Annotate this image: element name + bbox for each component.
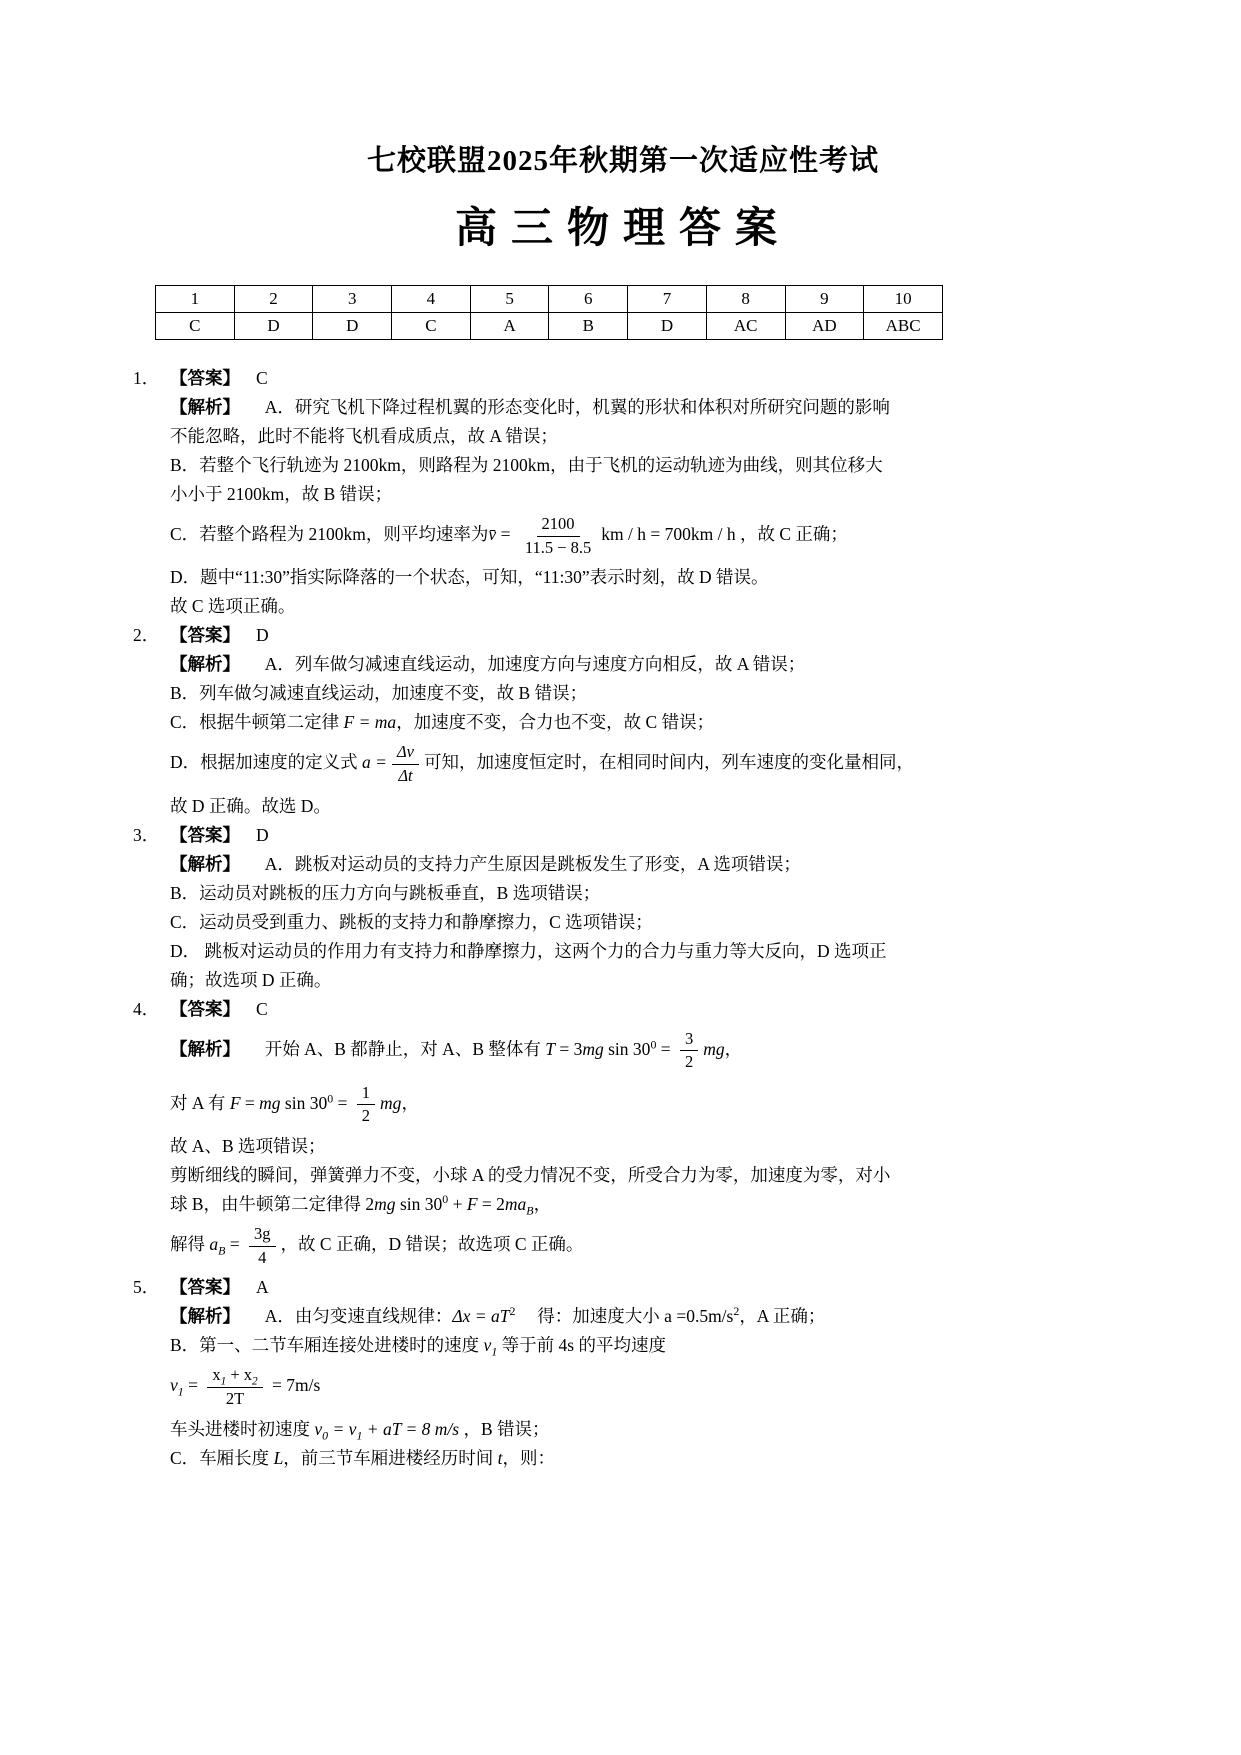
subscript: B (218, 1243, 226, 1258)
text-segment: 等于前 4s 的平均速度 (497, 1335, 666, 1356)
analysis-line (170, 1360, 1113, 1414)
superscript: 0 (442, 1192, 449, 1207)
text-segment: = (496, 524, 515, 545)
text-segment: D．题中“11:30”指实际降落的一个状态，可知，“11:30”表示时刻，故 D 错误。 (170, 567, 769, 588)
fraction-numerator (249, 1224, 276, 1247)
math-segment: + aT = 8 m/s (362, 1418, 460, 1439)
question-number-cell: 10 (864, 286, 943, 313)
text-segment: sin 30 (603, 1038, 651, 1059)
math-segment: F (229, 1092, 241, 1113)
answer-table (155, 285, 943, 340)
fraction (392, 742, 419, 786)
text-segment: ， (724, 1038, 743, 1059)
subscript: 1 (220, 1375, 227, 1388)
page-title: 七校联盟2025年秋期第一次适应性考试 (366, 145, 879, 177)
superscript: 2 (733, 1304, 740, 1319)
text-segment: B．若整个飞行轨迹为 2100km，则路程为 2100km，由于飞机的运动轨迹为曲线，则其位移大 (170, 455, 883, 475)
math-segment: L (273, 1447, 284, 1468)
math-segment: T (545, 1038, 555, 1059)
text-segment: 故 A、B 选项错误； (170, 1136, 326, 1156)
question-answer-row (133, 1273, 1113, 1302)
text-segment: 小小于 2100km，故 B 错误； (170, 484, 393, 504)
text-segment: B．列车做匀减速直线运动，加速度不变，故 B 错误； (170, 683, 588, 704)
analysis-line (170, 1444, 1113, 1473)
math-segment: mg (259, 1092, 281, 1113)
text-segment: 得：加速度大小 a =0.5m/s (515, 1306, 734, 1327)
math-segment: v (314, 1418, 323, 1439)
text-segment: 球 B，由牛顿第二定律得 2 (170, 1194, 375, 1214)
analysis-line (170, 422, 1113, 451)
text-segment: B．第一、二节车厢连接处进楼时的速度 (170, 1335, 484, 1356)
answer-label: 【答案】 (170, 998, 240, 1019)
question-answer-row (133, 821, 1113, 850)
text-segment: 故 C 选项正确。 (170, 596, 296, 617)
answer-cell: C (156, 313, 235, 340)
analysis-line (170, 966, 1113, 995)
fraction-denominator (357, 1105, 375, 1127)
answer-value: D (256, 625, 269, 646)
analysis-label: 【解析】 (170, 1038, 232, 1059)
math-segment: Δt (398, 765, 413, 785)
fraction-denominator (253, 1247, 271, 1269)
superscript: 0 (327, 1091, 334, 1106)
fraction-numerator (207, 1365, 262, 1388)
analysis-label: 【解析】 (170, 853, 232, 874)
answer-table-body (156, 286, 943, 340)
answer-cell: D (628, 313, 707, 340)
text-segment: + (448, 1194, 467, 1214)
analysis-line (170, 563, 1113, 592)
table-row-answers (156, 313, 943, 340)
math-segment: a (209, 1234, 219, 1255)
math-segment: F = ma (343, 712, 397, 733)
question-block (133, 995, 1113, 1274)
text-segment: C．若整个路程为 2100km，则平均速率为 (170, 524, 489, 545)
text-segment: 对 A 有 (170, 1092, 230, 1113)
answer-value: C (256, 998, 268, 1019)
subscript: B (526, 1203, 534, 1218)
answer-cell: B (549, 313, 628, 340)
answer-cell: AD (785, 313, 864, 340)
question-answer-row (133, 995, 1113, 1024)
text-segment: D． 跳板对运动员的作用力有支持力和静摩擦力，这两个力的合力与重力等大反向，D 选项正 (170, 940, 887, 961)
superscript: 0 (650, 1036, 657, 1051)
analysis-label: 【解析】 (170, 1306, 232, 1327)
text-segment: C．车厢长度 (170, 1447, 274, 1468)
fraction (357, 1083, 375, 1127)
analysis-line (170, 937, 1113, 966)
analysis-line (170, 679, 1113, 708)
analysis-line (170, 879, 1113, 908)
text-segment: 故 D 正确。故选 D。 (170, 795, 331, 816)
answer-cell: D (313, 313, 392, 340)
subscript: 1 (177, 1384, 184, 1399)
text-segment: D．根据加速度的定义式 (170, 752, 363, 773)
table-row-numbers (156, 286, 943, 313)
text-segment: 解得 (170, 1234, 210, 1255)
text-segment: 不能忽略，此时不能将飞机看成质点，故 A 错误； (170, 426, 558, 446)
analysis-line (170, 451, 1113, 480)
analysis-line (170, 1302, 1113, 1331)
question-block (133, 1273, 1113, 1472)
math-segment: v̄ (488, 524, 497, 545)
text-segment: = (183, 1375, 203, 1396)
analysis-line (170, 1161, 1113, 1190)
superscript: 2 (509, 1304, 516, 1319)
analysis-line (170, 737, 1113, 791)
text-segment: C．运动员受到重力、跳板的支持力和静摩擦力，C 选项错误； (170, 911, 653, 932)
question-number: 3． (133, 824, 160, 845)
math-segment: Δv (396, 742, 414, 762)
subscript: 1 (356, 1428, 363, 1442)
text-segment: ，故 C 正确，D 错误；故选项 C 正确。 (280, 1234, 584, 1255)
analysis-line (170, 1132, 1113, 1161)
question-answer-row (133, 621, 1113, 650)
text-segment: ，则： (502, 1447, 556, 1468)
answer-cell: ABC (864, 313, 943, 340)
text-segment: = 2 (477, 1194, 505, 1214)
fraction-numerator (537, 514, 580, 537)
questions (133, 364, 1113, 1473)
answer-value: C (256, 368, 268, 388)
math-segment: = v (328, 1418, 357, 1439)
text-segment: ，前三节车厢进楼经历时间 (283, 1447, 498, 1468)
question-number-cell: 4 (392, 286, 471, 313)
answer-value: A (256, 1277, 269, 1298)
analysis-line (170, 592, 1113, 621)
analysis-line (170, 850, 1113, 879)
text-segment: = 3 (554, 1038, 583, 1059)
fraction (520, 514, 596, 558)
analysis-line (170, 1415, 1113, 1444)
analysis-line (170, 650, 1113, 679)
text-segment: = (240, 1092, 260, 1113)
fraction-denominator (520, 537, 596, 559)
question-number-cell: 3 (313, 286, 392, 313)
text-segment: = (333, 1092, 352, 1113)
fraction-denominator (221, 1388, 249, 1410)
text-segment: 2 (685, 1052, 694, 1072)
math-segment: mg (380, 1092, 402, 1113)
question-answer-row (133, 364, 1113, 393)
question-number-cell: 1 (156, 286, 235, 313)
text-segment: 2T (225, 1388, 245, 1408)
text-segment: ，A 正确； (739, 1306, 826, 1327)
text-segment: sin 30 (280, 1092, 328, 1113)
text-segment: 2 (361, 1106, 371, 1126)
answer-label: 【答案】 (170, 368, 240, 388)
math-segment: Δx = aT (452, 1306, 510, 1327)
text-segment: 11.5 − 8.5 (524, 537, 592, 557)
text-segment: 剪断细线的瞬间，弹簧弹力不变，小球 A 的受力情况不变，所受合力为零，加速度为零，对小 (170, 1165, 891, 1185)
text-segment: x (212, 1365, 221, 1385)
answer-value: D (256, 824, 269, 845)
fraction (207, 1365, 262, 1409)
text-segment: 可知，加速度恒定时，在相同时间内，列车速度的变化量相同， (423, 752, 914, 773)
text-segment: sin 30 (395, 1194, 443, 1214)
text-segment: 车头进楼时初速度 (170, 1418, 315, 1439)
analysis-line (170, 1331, 1113, 1360)
text-segment: 开始 A、B 都静止，对 A、B 整体有 (247, 1038, 546, 1059)
text-segment: C．根据牛顿第二定律 (170, 712, 344, 733)
fraction (680, 1029, 698, 1073)
fraction (249, 1224, 276, 1268)
answer-cell: AC (706, 313, 785, 340)
question-number: 5． (133, 1277, 160, 1298)
math-segment: mg (703, 1038, 725, 1059)
text-segment: 2100 (541, 514, 575, 533)
question-block (133, 364, 1113, 621)
question-number-cell: 8 (706, 286, 785, 313)
analysis-line (170, 792, 1113, 821)
analysis-line (170, 480, 1113, 509)
analysis-label: 【解析】 (170, 654, 232, 675)
text-segment: 3g (254, 1224, 271, 1243)
text-segment: ，B 错误； (459, 1418, 550, 1439)
text-segment: B．运动员对跳板的压力方向与跳板垂直，B 选项错误； (170, 882, 601, 903)
analysis-line (170, 393, 1113, 422)
text-segment: km / h = 700km / h ，故 C 正确； (601, 524, 848, 545)
question-number: 2． (133, 625, 160, 646)
text-segment: 确；故选项 D 正确。 (170, 969, 332, 990)
question-number: 1． (133, 368, 160, 388)
subscript: 1 (491, 1344, 498, 1359)
analysis-line (170, 1190, 1113, 1219)
math-segment: mg (374, 1194, 396, 1214)
math-segment: v (170, 1375, 178, 1396)
analysis-line (170, 1078, 1113, 1132)
fraction-denominator (393, 765, 417, 787)
question-number-cell: 9 (785, 286, 864, 313)
answer-cell: D (234, 313, 313, 340)
text-segment: = 7m/s (267, 1375, 321, 1396)
question-block (133, 821, 1113, 995)
analysis-line (170, 1219, 1113, 1273)
text-segment: A．由匀变速直线规律： (247, 1306, 453, 1327)
fraction-numerator (392, 742, 419, 765)
analysis-line (170, 708, 1113, 737)
text-segment: 4 (258, 1247, 267, 1267)
text-segment: 3 (685, 1028, 694, 1048)
text-segment: + x (226, 1365, 253, 1385)
analysis-line (170, 509, 1113, 563)
subscript: 0 (322, 1428, 329, 1442)
answer-label: 【答案】 (170, 824, 240, 845)
math-segment: v (483, 1335, 492, 1356)
text-segment: = (225, 1234, 245, 1255)
document-header (133, 138, 1113, 255)
analysis-line (170, 1024, 1113, 1078)
question-number-cell: 6 (549, 286, 628, 313)
question-number-cell: 5 (470, 286, 549, 313)
text-segment: A．研究飞机下降过程机翼的形态变化时，机翼的形状和体积对所研究问题的影响 (247, 397, 890, 417)
text-segment: ，加速度不变，合力也不变，故 C 错误； (396, 712, 715, 733)
fraction-denominator (680, 1051, 698, 1073)
answer-cell: A (470, 313, 549, 340)
math-segment: a = (362, 752, 387, 773)
math-segment: mg (582, 1038, 604, 1059)
question-block (133, 621, 1113, 820)
question-number-cell: 2 (234, 286, 313, 313)
math-segment: F (466, 1194, 478, 1214)
fraction-numerator (680, 1029, 698, 1052)
subscript: 2 (252, 1375, 258, 1388)
analysis-line (170, 908, 1113, 937)
text-segment: 1 (361, 1082, 371, 1102)
fraction-numerator (357, 1083, 375, 1106)
text-segment: ， (401, 1092, 419, 1113)
question-number-cell: 7 (628, 286, 707, 313)
math-segment: t (497, 1447, 503, 1468)
math-segment: ma (504, 1194, 527, 1214)
text-segment: A．跳板对运动员的支持力产生原因是跳板发生了形变，A 选项错误； (247, 853, 801, 874)
text-segment: = (656, 1038, 676, 1059)
text-segment: ， (533, 1194, 552, 1214)
answer-label: 【答案】 (170, 1277, 240, 1298)
answer-cell: C (392, 313, 471, 340)
text-segment: A．列车做匀减速直线运动，加速度方向与速度方向相反，故 A 错误； (247, 654, 806, 675)
page-subtitle: 高三物理答案 (454, 206, 791, 252)
question-number: 4． (133, 998, 160, 1019)
analysis-label: 【解析】 (170, 397, 232, 417)
answer-label: 【答案】 (170, 625, 240, 646)
